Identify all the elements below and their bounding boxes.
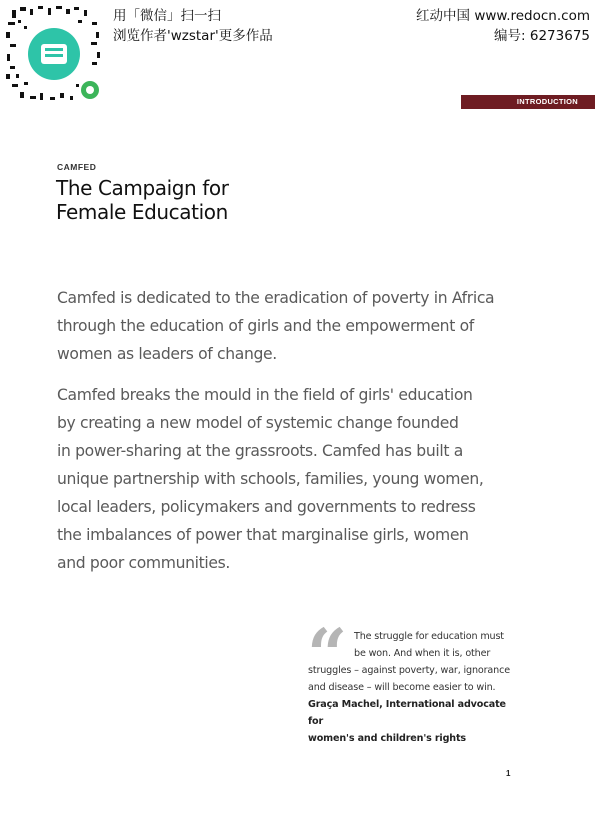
page-title xyxy=(56,176,229,224)
title-line-2: Female Education xyxy=(56,200,228,224)
watermark-site-text: 红动中国 www.redocn.com xyxy=(416,8,590,24)
section-label: INTRODUCTION xyxy=(516,97,578,106)
quote-line-1: The struggle for education must xyxy=(354,631,504,642)
watermark-left xyxy=(113,6,273,46)
mission-paragraph: Camfed breaks the mould in the field of girls' education by creating a new model of systemic change founded in power-sharing at the grassroots. Camfed has built a unique partnership with schools, families, young women, local leaders, policymakers and governments to redress the imbalances of power that marginalise girls, women and poor communities. xyxy=(57,386,484,572)
page-number: 1 xyxy=(506,769,511,778)
eyebrow-label: CAMFED xyxy=(57,162,97,172)
watermark-scan-text: 用「微信」扫一扫 xyxy=(113,8,221,24)
qr-code-icon xyxy=(4,4,104,104)
quote-line-3: struggles – against poverty, war, ignorance xyxy=(308,665,510,676)
quote-mark-icon: “ xyxy=(307,613,342,696)
watermark-author-text: 浏览作者'wzstar'更多作品 xyxy=(113,28,273,44)
title-line-1: The Campaign for xyxy=(56,176,229,200)
watermark-id-text: 编号: 6273675 xyxy=(494,28,590,44)
quote-line-4: and disease – will become easier to win. xyxy=(308,682,496,693)
watermark-right xyxy=(416,6,590,46)
section-bar xyxy=(461,95,595,109)
quote-attribution-2: women's and children's rights xyxy=(308,733,466,744)
pull-quote xyxy=(308,628,518,747)
quote-line-2: be won. And when it is, other xyxy=(354,648,491,659)
quote-attribution-1: Graça Machel, International advocate for xyxy=(308,699,506,727)
intro-paragraph: Camfed is dedicated to the eradication of poverty in Africa through the education of girls and the empowerment of women as leaders of change. xyxy=(57,289,495,363)
